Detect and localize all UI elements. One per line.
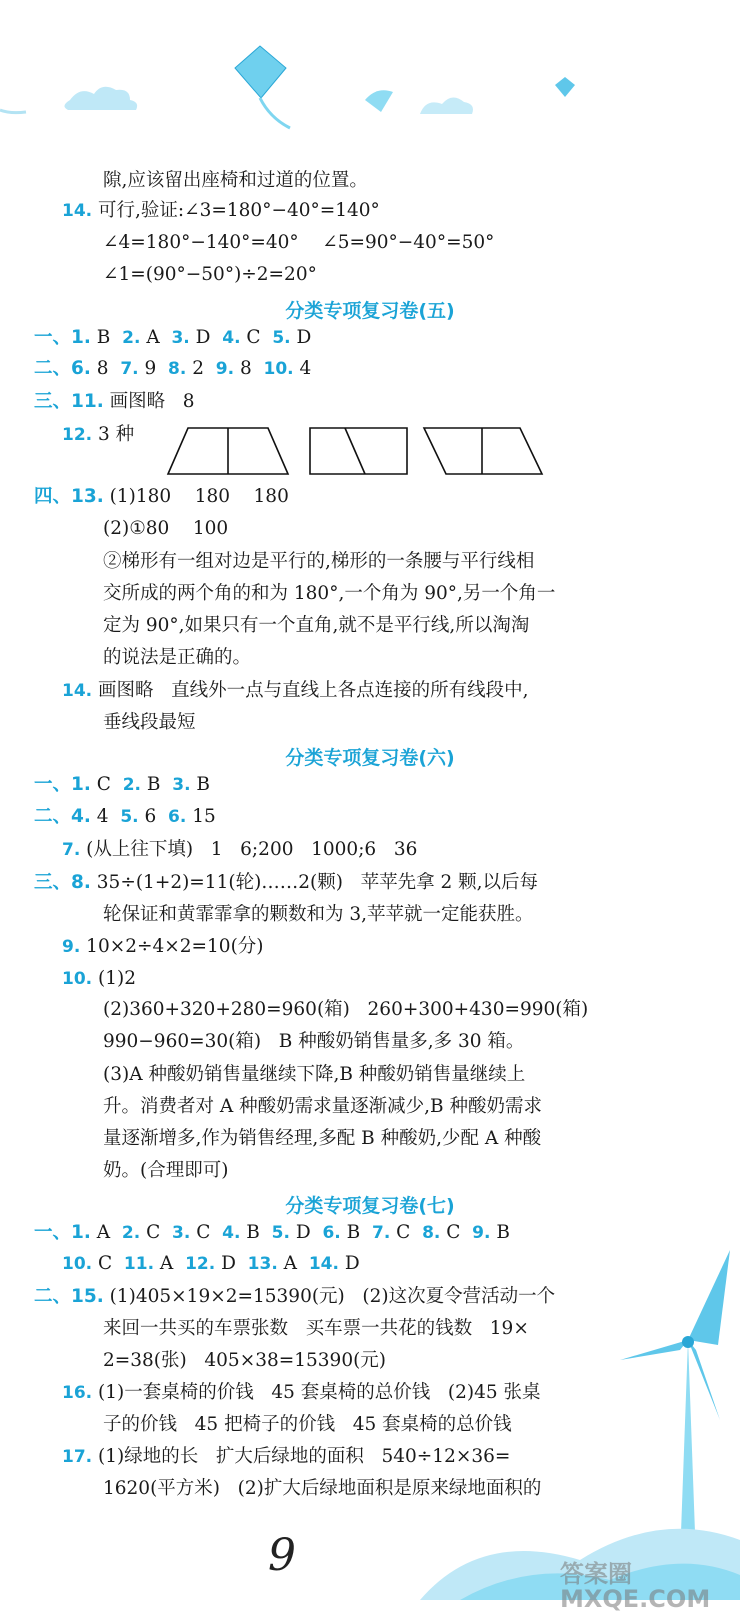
answer-text: 的说法是正确的。: [103, 647, 252, 668]
answer-text: C: [390, 1222, 423, 1243]
answer-line: [62, 1382, 541, 1404]
answer-line: [34, 327, 311, 349]
trapezoid-figures: [160, 420, 550, 480]
trapezoid-figure-1: [168, 428, 288, 474]
question-number: 9.: [62, 937, 81, 957]
answer-line: [34, 1222, 510, 1244]
question-number: 6.: [322, 1223, 341, 1243]
answer-text: B: [240, 1222, 272, 1243]
answer-text: 10×2÷4×2=10(分): [80, 936, 264, 957]
question-number: 5.: [120, 807, 139, 827]
answer-text: 6: [138, 806, 169, 827]
question-number: 14.: [308, 1254, 339, 1274]
answer-text: 8: [234, 358, 264, 379]
answer-line: [62, 680, 529, 702]
answer-text: 35÷(1+2)=11(轮)……2(颗) 苹苹先拿 2 颗,以后每: [90, 872, 539, 893]
answer-line: [34, 358, 311, 380]
answer-text: ∠4=180°−140°=40° ∠5=90°−40°=50°: [103, 232, 495, 253]
answer-text: A: [90, 1222, 122, 1243]
question-number: 3.: [172, 1223, 191, 1243]
answer-line: [34, 872, 538, 894]
question-number: 9.: [472, 1223, 491, 1243]
question-number: 11.: [123, 1254, 155, 1274]
answer-text: 垂线段最短: [103, 712, 196, 733]
answer-text: 定为 90°,如果只有一个直角,就不是平行线,所以淘淘: [103, 615, 530, 636]
answer-text: 来回一共买的车票张数 买车票一共花的钱数 19×: [103, 1318, 529, 1339]
answer-text: 1620(平方米) (2)扩大后绿地面积是原来绿地面积的: [103, 1478, 542, 1499]
question-number: 一、1.: [34, 1222, 91, 1243]
answer-text: ②梯形有一组对边是平行的,梯形的一条腰与平行线相: [103, 551, 535, 572]
answer-line: [62, 1446, 510, 1468]
answer-line: [103, 170, 368, 192]
question-number: 17.: [62, 1447, 93, 1467]
answer-text: 可行,验证:∠3=180°−40°=140°: [92, 200, 380, 221]
answer-text: 990−960=30(箱) B 种酸奶销售量多,多 30 箱。: [103, 1031, 525, 1052]
answer-text: 升。消费者对 A 种酸奶需求量逐渐减少,B 种酸奶需求: [103, 1096, 542, 1117]
question-number: 三、11.: [34, 391, 104, 412]
answer-text: B: [490, 1222, 510, 1243]
question-number: 6.: [168, 807, 187, 827]
answer-text: B: [90, 327, 123, 348]
answer-text: 子的价钱 45 把椅子的价钱 45 套桌椅的总价钱: [103, 1414, 512, 1435]
question-number: 4.: [222, 1223, 241, 1243]
section-heading: 分类专项复习卷(六): [285, 747, 455, 769]
answer-line: [103, 647, 251, 669]
answer-text: 量逐渐增多,作为销售经理,多配 B 种酸奶,少配 A 种酸: [103, 1128, 542, 1149]
kite-icon: [365, 90, 393, 112]
answer-line: [62, 1253, 360, 1275]
answer-line: [103, 999, 588, 1021]
answer-text: D: [338, 1253, 360, 1274]
answer-line: [34, 806, 216, 828]
question-number: 13.: [247, 1254, 278, 1274]
answer-line: [34, 391, 195, 413]
answer-text: 轮保证和黄霏霏拿的颗数和为 3,苹苹就一定能获胜。: [103, 904, 534, 925]
question-number: 一、1.: [34, 774, 91, 795]
answer-text: A: [154, 1253, 186, 1274]
question-number: 12.: [185, 1254, 216, 1274]
answer-text: 3 种: [92, 424, 135, 445]
question-number: 10.: [62, 1254, 93, 1274]
question-number: 2.: [122, 775, 141, 795]
answer-text: B: [190, 774, 211, 795]
answer-text: 4: [293, 358, 312, 379]
question-number: 10.: [62, 969, 93, 989]
answer-line: [34, 1286, 555, 1308]
answer-line: [103, 615, 529, 637]
answer-text: (3)A 种酸奶销售量继续下降,B 种酸奶销售量继续上: [103, 1064, 526, 1085]
answer-text: B: [340, 1222, 372, 1243]
page-number: 9: [268, 1530, 296, 1581]
cloud-icon: [420, 97, 473, 114]
watermark-top: 答案圈: [560, 1560, 632, 1588]
answer-line: [62, 200, 380, 222]
question-number: 14.: [62, 201, 93, 221]
question-number: 二、15.: [34, 1286, 104, 1307]
answer-line: [34, 774, 210, 796]
answer-line: [103, 583, 555, 605]
question-number: 10.: [263, 359, 294, 379]
answer-line: [103, 1128, 541, 1150]
question-number: 9.: [215, 359, 235, 379]
answer-text: C: [440, 1222, 473, 1243]
answer-text: (从上往下填) 1 6;200 1000;6 36: [80, 839, 418, 860]
answer-text: C: [190, 1222, 223, 1243]
question-number: 2.: [121, 1223, 141, 1243]
answer-text: (1)一套桌椅的价钱 45 套桌椅的总价钱 (2)45 张桌: [92, 1382, 541, 1403]
answer-line: [103, 1318, 529, 1340]
answer-text: 4: [90, 806, 121, 827]
answer-text: ∠1=(90°−50°)÷2=20°: [103, 264, 317, 285]
answer-line: [103, 1160, 228, 1182]
answer-text: C: [90, 774, 123, 795]
question-number: 四、13.: [34, 486, 104, 507]
answer-text: 8: [90, 358, 121, 379]
question-number: 7.: [120, 359, 139, 379]
answer-text: C: [240, 327, 273, 348]
section-heading: 分类专项复习卷(七): [285, 1195, 455, 1217]
watermark: [560, 1562, 710, 1612]
question-number: 12.: [62, 425, 93, 445]
answer-text: A: [277, 1253, 309, 1274]
answer-text: A: [140, 327, 172, 348]
answer-text: D: [290, 327, 312, 348]
question-number: 3.: [171, 328, 190, 348]
answer-line: [103, 232, 494, 254]
answer-line: [103, 518, 228, 540]
question-number: 3.: [172, 775, 191, 795]
answer-line: [34, 486, 289, 508]
answer-text: (1)绿地的长 扩大后绿地的面积 540÷12×36=: [92, 1446, 511, 1467]
question-number: 2.: [122, 328, 141, 348]
answer-text: (1)2: [92, 968, 136, 989]
answer-text: D: [289, 1222, 323, 1243]
answer-line: [103, 1064, 525, 1086]
answer-line: [103, 904, 534, 926]
answer-line: [103, 712, 196, 734]
answer-text: (2)360+320+280=960(箱) 260+300+430=990(箱): [103, 999, 589, 1020]
answer-text: D: [215, 1253, 248, 1274]
answer-text: 画图略 8: [103, 391, 195, 412]
answer-text: 15: [186, 806, 216, 827]
answer-line: [103, 1350, 386, 1372]
answer-text: (2)①80 100: [103, 518, 229, 539]
answer-line: [103, 551, 534, 573]
question-number: 二、6.: [34, 358, 91, 379]
answer-line: [62, 968, 136, 990]
question-number: 8.: [422, 1223, 441, 1243]
question-number: 5.: [272, 328, 291, 348]
answer-text: 9: [138, 358, 169, 379]
answer-line: [103, 1031, 524, 1053]
question-number: 8.: [168, 359, 187, 379]
answer-text: C: [140, 1222, 173, 1243]
answer-text: C: [92, 1253, 124, 1274]
question-number: 三、8.: [34, 872, 91, 893]
question-number: 7.: [62, 840, 81, 860]
kite-icon: [235, 46, 290, 128]
question-number: 16.: [62, 1383, 93, 1403]
question-number: 二、4.: [34, 806, 91, 827]
question-number: 7.: [371, 1223, 391, 1243]
kite-icon: [555, 77, 575, 97]
answer-text: (1)405×19×2=15390(元) (2)这次夏令营活动一个: [103, 1286, 556, 1307]
question-number: 一、1.: [34, 327, 91, 348]
trapezoid-figure-2: [310, 428, 407, 474]
header-decoration: [0, 30, 740, 140]
answer-text: (1)180 180 180: [103, 486, 289, 507]
answer-text: 隙,应该留出座椅和过道的位置。: [103, 170, 368, 191]
answer-line: [62, 424, 134, 446]
question-number: 14.: [62, 681, 93, 701]
answer-line: [103, 1478, 541, 1500]
watermark-bottom: MXQE.COM: [560, 1585, 711, 1613]
answer-line: [103, 264, 317, 286]
answer-text: B: [141, 774, 173, 795]
trapezoid-figure-3: [424, 428, 542, 474]
question-number: 5.: [271, 1223, 290, 1243]
answer-line: [62, 936, 264, 958]
answer-text: 交所成的两个角的和为 180°,一个角为 90°,另一个角一: [103, 583, 556, 604]
answer-line: [103, 1414, 512, 1436]
answer-text: 奶。(合理即可): [103, 1160, 229, 1181]
answer-text: 2: [186, 358, 216, 379]
answer-line: [103, 1096, 542, 1118]
answer-text: D: [189, 327, 223, 348]
answer-text: 画图略 直线外一点与直线上各点连接的所有线段中,: [92, 680, 529, 701]
section-heading: 分类专项复习卷(五): [285, 300, 455, 322]
answer-line: [62, 839, 417, 861]
cloud-icon: [64, 87, 137, 110]
answer-text: 2=38(张) 405×38=15390(元): [103, 1350, 387, 1371]
question-number: 4.: [222, 328, 241, 348]
